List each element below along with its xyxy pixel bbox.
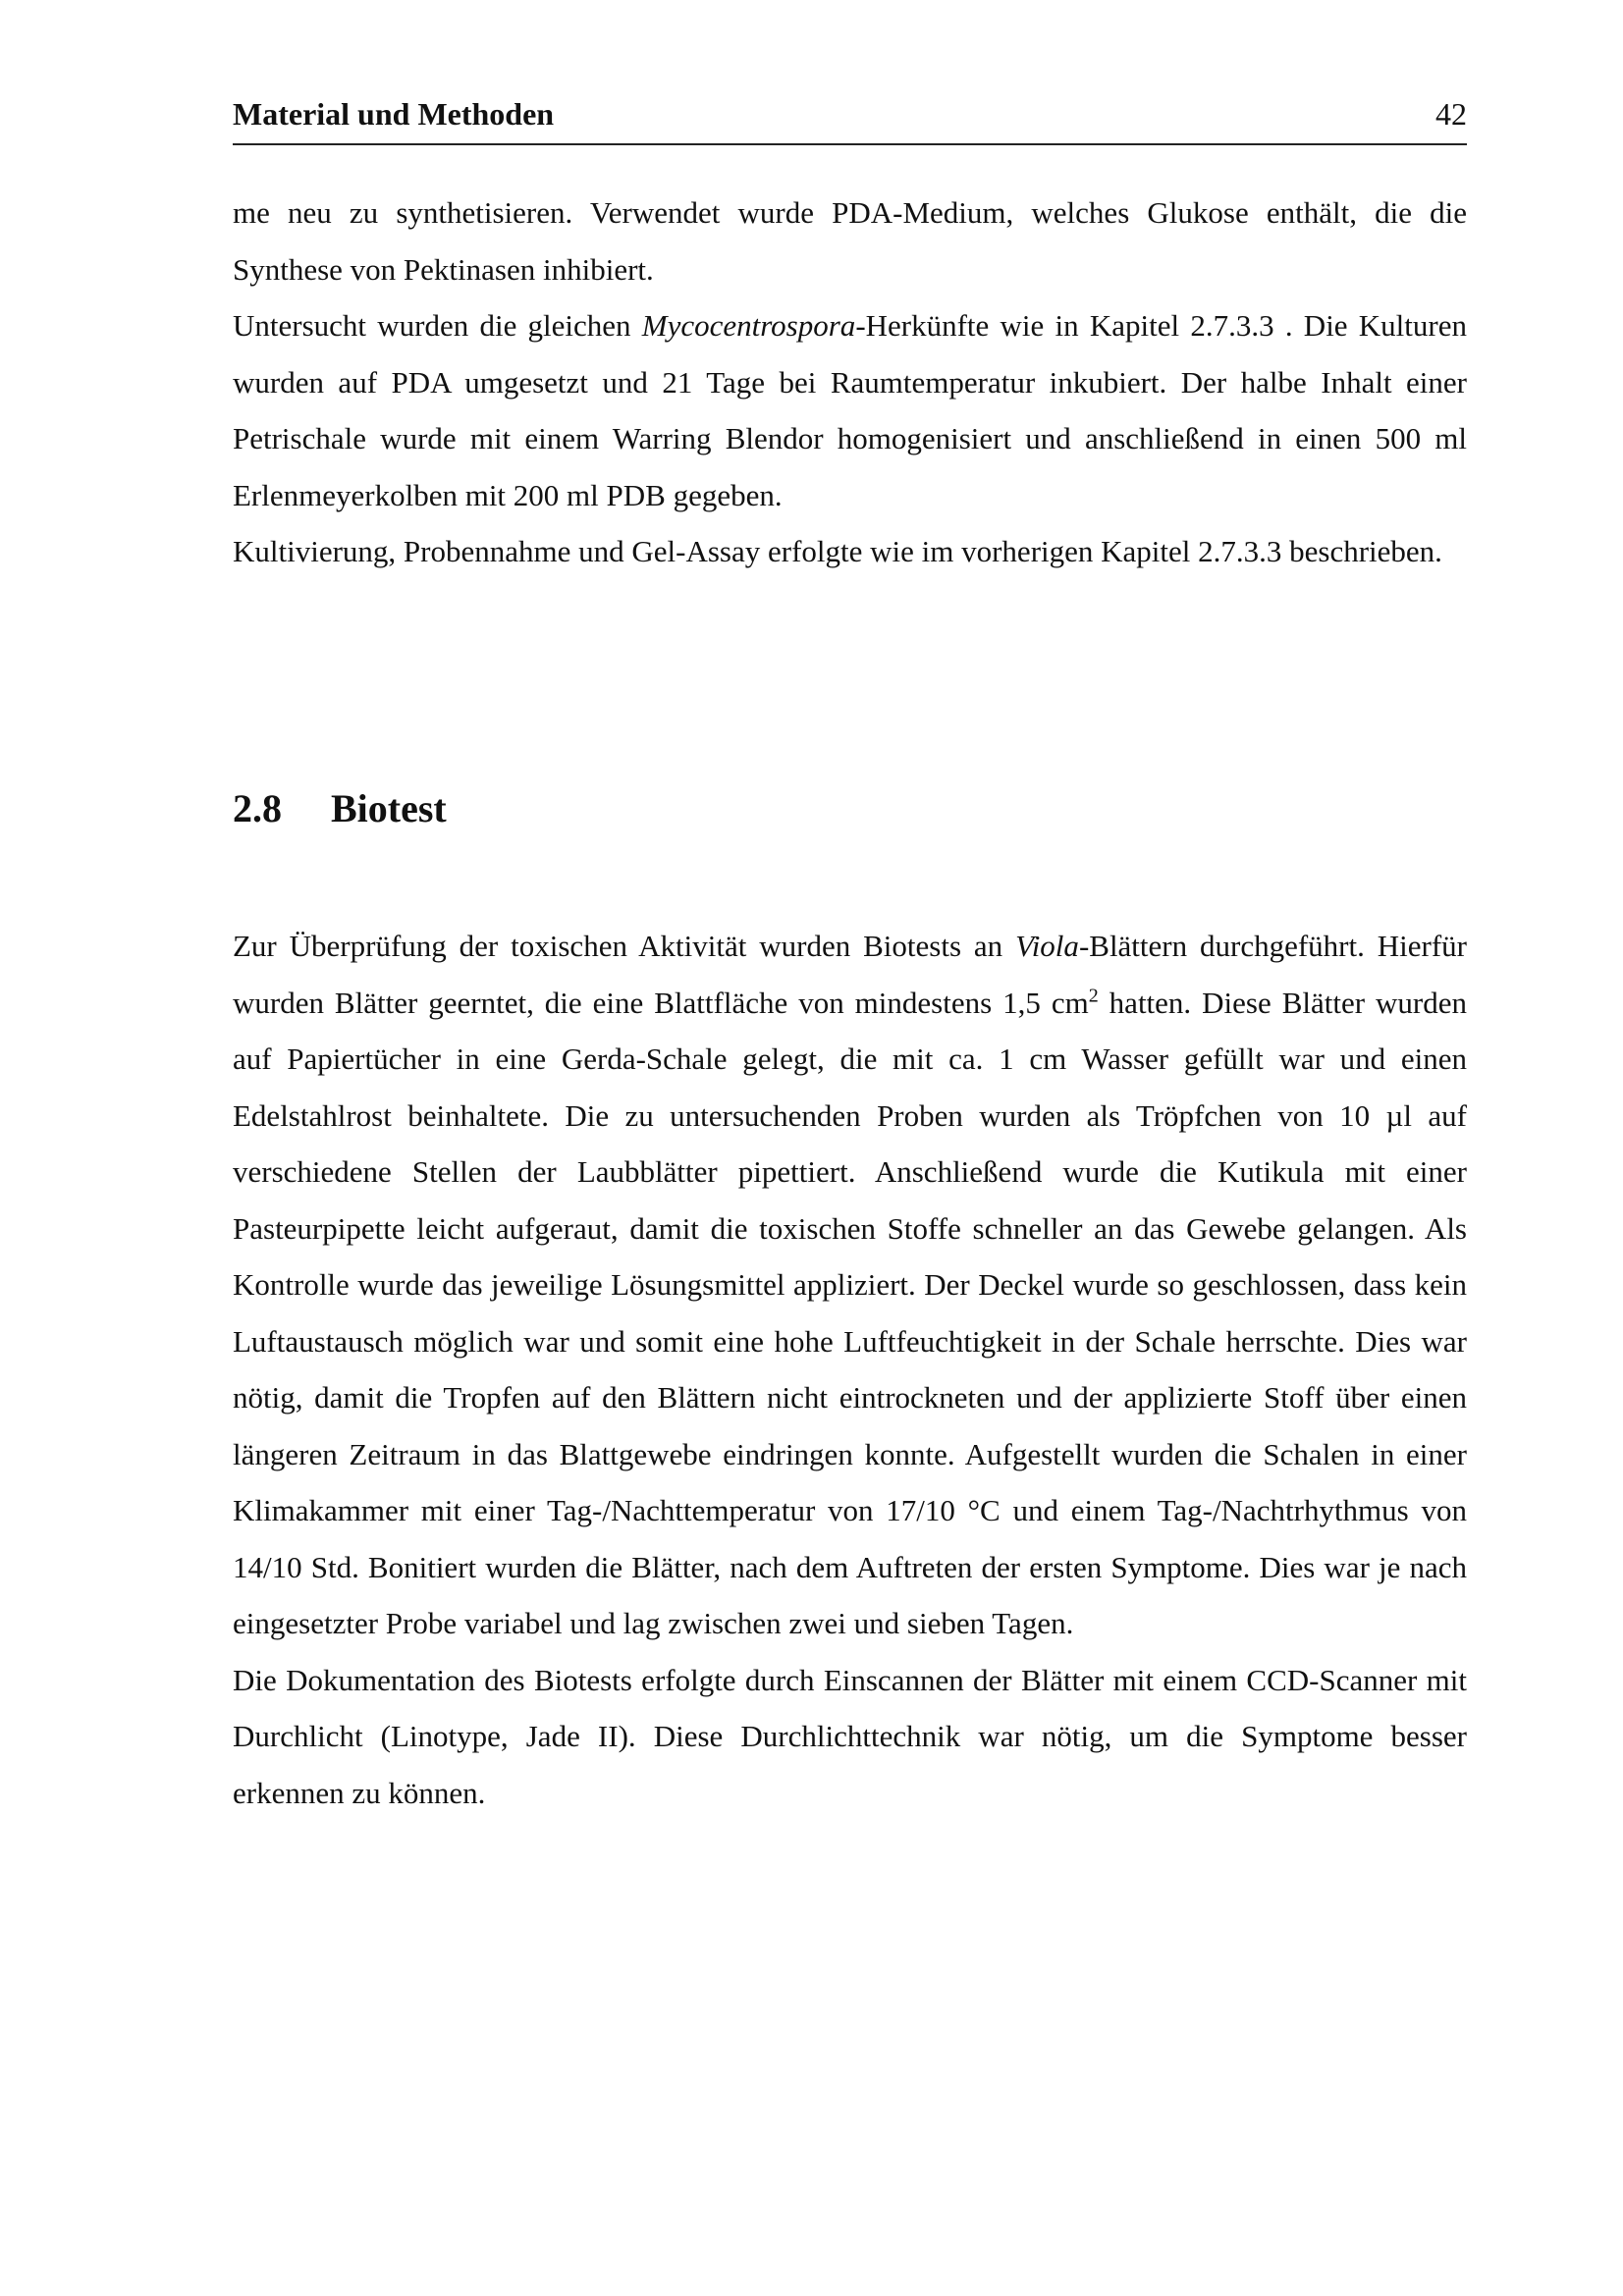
section-title: Biotest [331,786,447,830]
paragraph-documentation: Die Dokumentation des Biotests erfolgte durch Einscannen der Blätter mit einem CCD-Scanner mit Durchlicht (Linotype, Jade II). Diese Durchlichttechnik war nötig, um die Symptome besser erkennen zu können. [233,1662,1467,1810]
superscript-two: 2 [1088,985,1099,1007]
section-number: 2.8 [233,786,282,830]
paragraph-biotest-start: Zur Überprüfung der toxischen Aktivität wurden Biotests an [233,929,1016,963]
species-name-viola: Viola [1015,929,1079,963]
paragraph-continuation: me neu zu synthetisieren. Verwendet wurde PDA-Medium, welches Glukose enthält, die die Synthese von Pektinasen inhibiert. [233,195,1467,287]
paragraph-biotest-mid: -Blättern durchgeführt. Hierfür wurden Blätter geerntet, die eine Blattfläche von mindestens 1,5 cm [233,929,1467,1020]
running-header [233,94,1467,145]
header-title: Material und Methoden [233,96,555,132]
species-name-mycocentrospora: Mycocentrospora [641,308,856,343]
section-heading [233,785,447,832]
paragraph-biotest-rest: hatten. Diese Blätter wurden auf Papiertücher in eine Gerda-Schale gelegt, die mit ca. 1 cm Wasser gefüllt war und einen Edelstahlrost beinhaltete. Die zu untersuchenden Proben wurden als Tröpfchen von 10 µl auf verschiedene Stellen der Laubblätter pipettiert. Anschließend wurde die Kutikula mit einer Pasteurpipette leicht aufgeraut, damit die toxischen Stoffe schneller an das Gewebe gelangen. Als Kontrolle wurde das jeweilige Lösungsmittel appliziert. Der Deckel wurde so geschlossen, dass kein Luftaustausch möglich war und somit eine hohe Luftfeuchtigkeit in der Schale herrschte. Dies war nötig, damit die Tropfen auf den Blättern nicht eintrockneten und der applizierte Stoff über einen längeren Zeitraum in das Blattgewebe eindringen konnte. Aufgestellt wurden die Schalen in einer Klimakammer mit einer Tag-/Nachttemperatur von 17/10 °C und einem Tag-/Nachtrhythmus von 14/10 Std. Bonitiert wurden die Blätter, nach dem Auftreten der ersten Symptome. Dies war je nach eingesetzter Probe variabel und lag zwischen zwei und sieben Tagen. [233,985,1467,1640]
body-text-biotest [233,918,1467,1821]
paragraph-origins [233,297,1467,523]
paragraph-cultivation: Kultivierung, Probennahme und Gel-Assay erfolgte wie im vorherigen Kapitel 2.7.3.3 beschrieben. [233,534,1442,568]
page-number: 42 [1435,96,1467,132]
paragraph-origins-start: Untersucht wurden die gleichen [233,308,642,343]
body-text-intro [233,185,1467,580]
paragraph-origins-rest: -Herkünfte wie in Kapitel 2.7.3.3 . Die Kulturen wurden auf PDA umgesetzt und 21 Tage bei Raumtemperatur inkubiert. Der halbe Inhalt einer Petrischale wurde mit einem Warring Blendor homogenisiert und anschließend in einen 500 ml Erlenmeyerkolben mit 200 ml PDB gegeben. [233,308,1467,512]
paragraph-biotest-method [233,918,1467,1652]
